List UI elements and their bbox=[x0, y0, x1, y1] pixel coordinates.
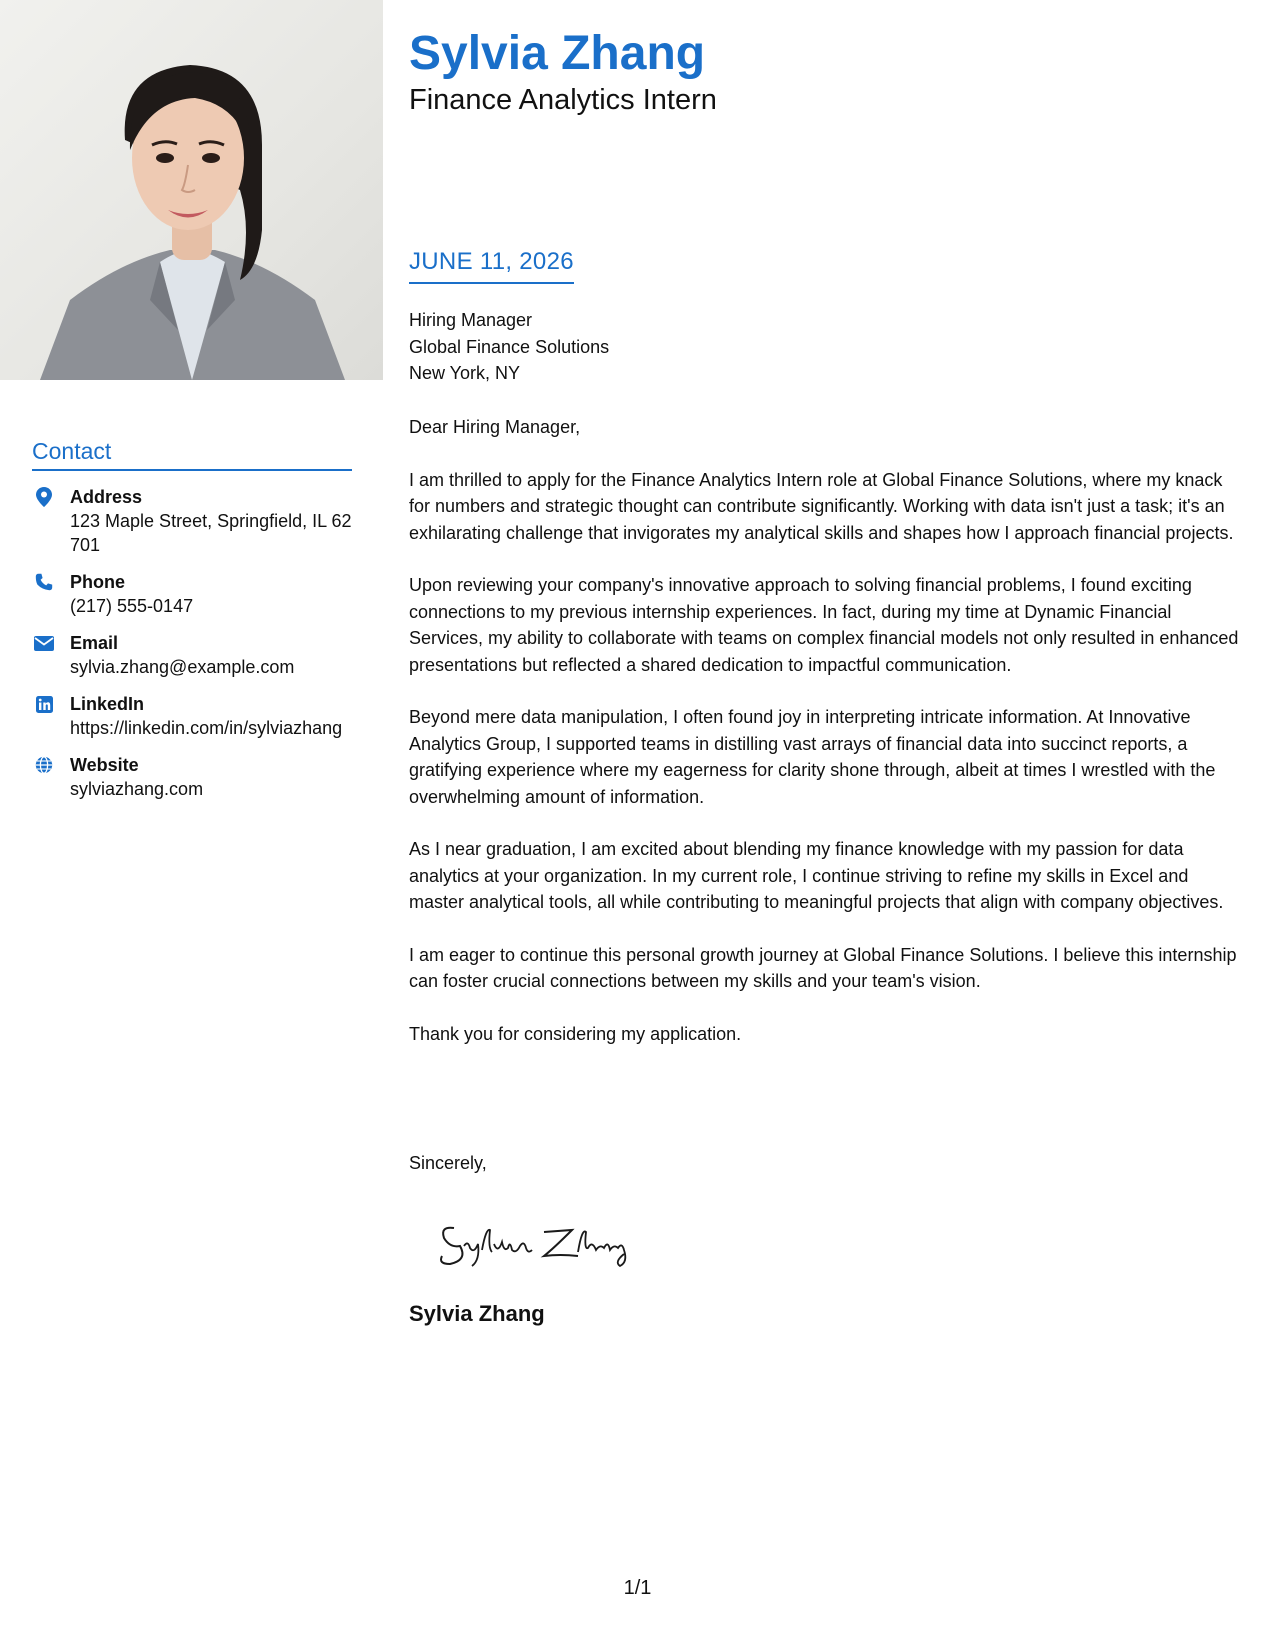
address-value: 123 Maple Street, Springfield, IL 62701 bbox=[70, 511, 352, 555]
date-block bbox=[409, 248, 574, 284]
letter-paragraph: I am eager to continue this personal growth journey at Global Finance Solutions. I believe this internship can foster crucial connections between my skills and your team's vision. bbox=[409, 944, 1237, 991]
contact-label: Email bbox=[70, 633, 119, 653]
closing: Sincerely, bbox=[409, 1153, 487, 1173]
letter-paragraph: Beyond mere data manipulation, I often found joy in interpreting intricate information. At Innovative Analytics Group, I supported teams in distilling vast arrays of financial data into succinct reports, a gratifying experience where my eagerness for clarity shone through, albeit at times I wrestled with the overwhelming amount of information. bbox=[409, 707, 1216, 807]
letter-paragraph: I am thrilled to apply for the Finance Analytics Intern role at Global Finance Solutions, where my knack for numbers and strategic thought can contribute significantly. Working with data isn't just a task; it's an exhilarating challenge that invigorates my analytical skills and shapes how I approach financial projects. bbox=[409, 469, 1234, 543]
contact-item-email bbox=[32, 631, 352, 679]
applicant-name: Sylvia Zhang bbox=[409, 27, 706, 80]
profile-photo bbox=[0, 0, 383, 380]
website-value[interactable]: sylviazhang.com bbox=[70, 779, 204, 799]
portrait-illustration bbox=[0, 0, 383, 380]
letter-date: JUNE 11, 2026 bbox=[409, 248, 574, 284]
phone-icon bbox=[34, 572, 54, 592]
recipient-line: New York, NY bbox=[409, 363, 521, 383]
contact-label: Website bbox=[70, 755, 139, 775]
contact-item-address bbox=[32, 485, 352, 557]
contact-item-linkedin bbox=[32, 692, 352, 740]
contact-label: Phone bbox=[70, 572, 126, 592]
handwritten-signature bbox=[432, 1210, 652, 1270]
letter-body bbox=[409, 414, 1239, 1073]
recipient-block bbox=[409, 307, 609, 387]
linkedin-value[interactable]: https://linkedin.com/in/sylviazhang bbox=[70, 718, 343, 738]
page-number: 1/1 bbox=[623, 1577, 652, 1599]
letter-paragraph: As I near graduation, I am excited about blending my finance knowledge with my passion for data analytics at your organization. In my current role, I continue striving to refine my skills in Excel and master analytical tools, all while contributing to meaningful projects that align with company objectives. bbox=[409, 839, 1224, 912]
contact-label: Address bbox=[70, 487, 143, 507]
recipient-line: Hiring Manager bbox=[409, 310, 533, 330]
recipient-line: Global Finance Solutions bbox=[409, 336, 610, 357]
letter-paragraph: Thank you for considering my application. bbox=[409, 1023, 742, 1044]
map-pin-icon bbox=[34, 487, 54, 507]
contact-label: LinkedIn bbox=[70, 694, 145, 714]
job-title: Finance Analytics Intern bbox=[409, 84, 717, 116]
globe-icon bbox=[34, 755, 54, 775]
contact-section bbox=[32, 438, 352, 814]
email-value[interactable]: sylvia.zhang@example.com bbox=[70, 657, 295, 677]
envelope-icon bbox=[34, 633, 54, 653]
phone-value: (217) 555-0147 bbox=[70, 596, 194, 616]
salutation: Dear Hiring Manager, bbox=[409, 417, 581, 437]
linkedin-icon bbox=[34, 694, 54, 714]
header bbox=[409, 26, 1239, 118]
contact-item-phone bbox=[32, 570, 352, 618]
contact-item-website bbox=[32, 753, 352, 801]
letter-paragraph: Upon reviewing your company's innovative approach to solving financial problems, I found exciting connections to my previous internship experiences. In fact, during my time at Dynamic Financial Services, my ability to collaborate with teams on complex financial models not only resulted in enhanced presentations but reflected a shared dedication to impactful communication. bbox=[409, 575, 1239, 675]
signer-name: Sylvia Zhang bbox=[409, 1301, 545, 1326]
contact-heading: Contact bbox=[32, 438, 352, 471]
